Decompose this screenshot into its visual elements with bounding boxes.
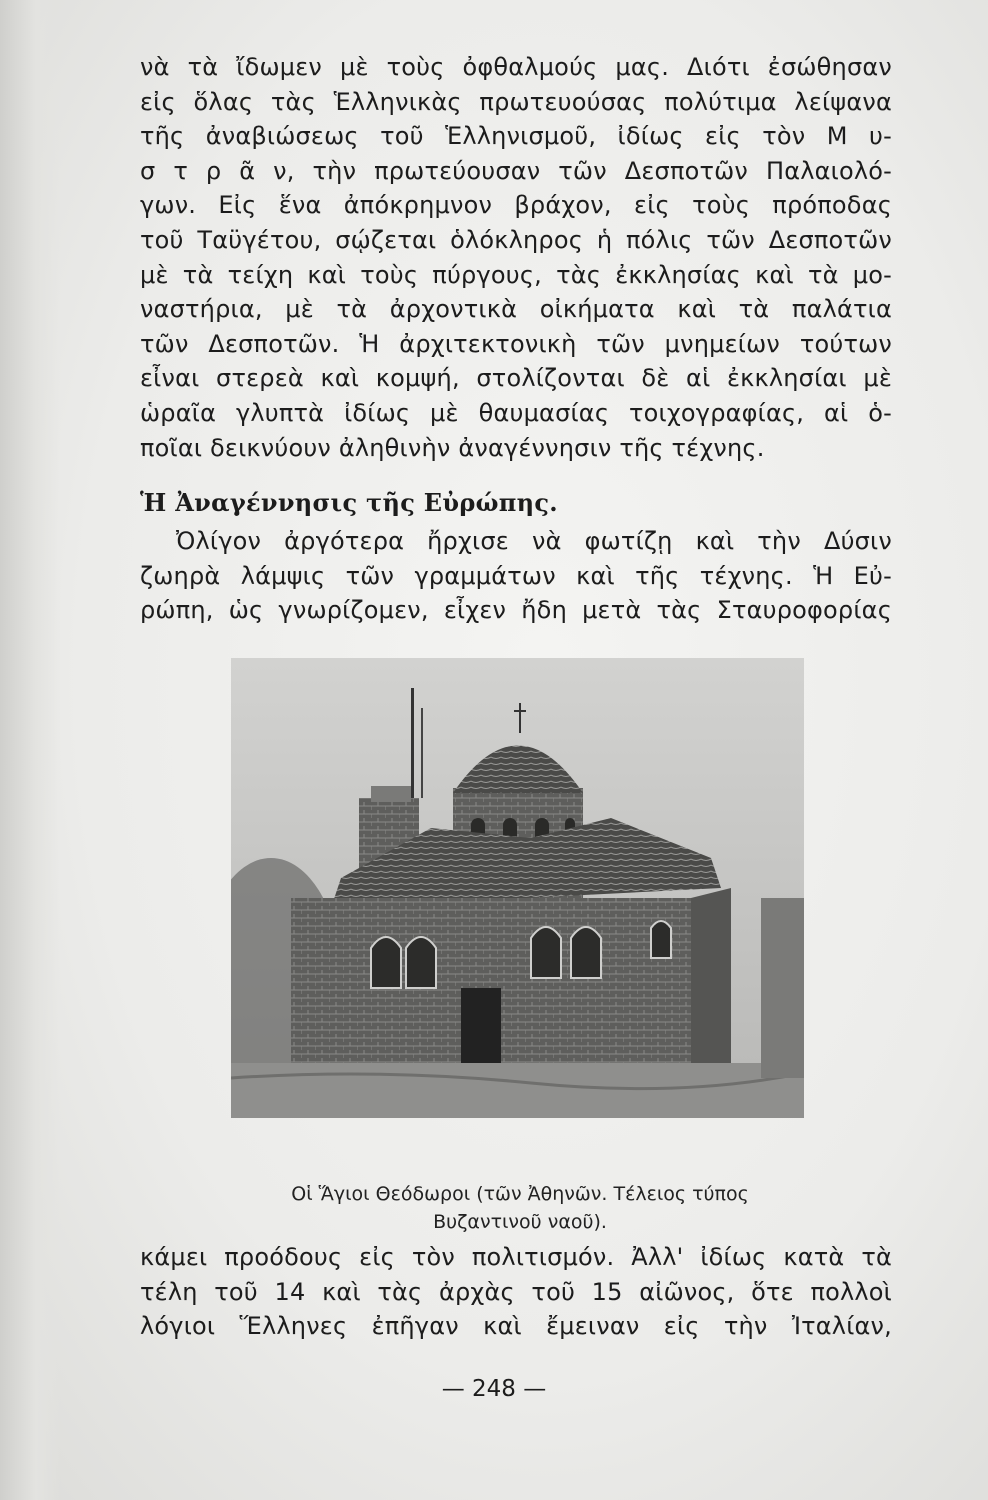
text-line: νὰ τὰ ἴδωμεν μὲ τοὺς ὀφθαλμούς μας. Διότι ἐσώθησαν (140, 53, 892, 81)
caption-line: Βυζαντινοῦ ναοῦ). (433, 1211, 607, 1233)
text-line: τοῦ Ταϋγέτου, σῴζεται ὁλόκληρος ἡ πόλις τῶν Δεσποτῶν (140, 225, 892, 254)
page-number: — 248 — (441, 1376, 547, 1402)
text-line: ποῖαι δεικνύουν ἀληθινὴν ἀναγέννησιν τῆς τέχνης. (140, 433, 765, 462)
text-line: τέλη τοῦ 14 καὶ τὰς ἀρχὰς τοῦ 15 αἰῶνος, ὅτε πολλοὶ (140, 1277, 892, 1306)
church-photograph (231, 658, 804, 1118)
text-line: τῶν Δεσποτῶν. Ἡ ἀρχιτεκτονικὴ τῶν μνημείων τούτων (140, 329, 892, 358)
text-line: ζωηρὰ λάμψις τῶν γραμμάτων καὶ τῆς τέχνης. Ἡ Εὐ- (140, 561, 892, 590)
paragraph-1 (140, 50, 892, 465)
text-line: ρώπη, ὡς γνωρίζομεν, εἶχεν ἤδη μετὰ τὰς Σταυροφορίας (140, 596, 892, 625)
text-line: γων. Εἰς ἕνα ἀπόκρημνον βράχον, εἰς τοὺς πρόποδας (140, 191, 892, 220)
section-heading: Ἡ Ἀναγέννησις τῆς Εὐρώπης. (140, 488, 558, 517)
paragraph-2 (140, 524, 892, 628)
text-line: λόγιοι Ἕλληνες ἐπῆγαν καὶ ἔμειναν εἰς τὴν Ἰταλίαν, (140, 1312, 892, 1341)
text-line: εἰς ὅλας τὰς Ἑλληνικὰς πρωτευούσας πολύτιμα λείψανα (140, 87, 892, 116)
text-line: σ τ ρ ᾶ ν, τὴν πρωτεύουσαν τῶν Δεσποτῶν Παλαιολό- (140, 156, 892, 185)
text-line: μὲ τὰ τείχη καὶ τοὺς πύργους, τὰς ἐκκλησίας καὶ τὰ μο- (140, 260, 892, 289)
text-line: Ὀλίγον ἀργότερα ἤρχισε νὰ φωτίζῃ καὶ τὴν Δύσιν (176, 527, 892, 555)
page-edge (0, 0, 60, 1500)
text-line: ὡραῖα γλυπτὰ ἰδίως μὲ θαυμασίας τοιχογραφίας, αἱ ὁ- (140, 398, 892, 427)
text-line: τῆς ἀναβιώσεως τοῦ Ἑλληνισμοῦ, ἰδίως εἰς τὸν Μ υ- (140, 122, 892, 151)
caption-line: Οἱ Ἅγιοι Θεόδωροι (τῶν Ἀθηνῶν. Τέλειος τύπος (291, 1183, 749, 1205)
text-line: ναστήρια, μὲ τὰ ἀρχοντικὰ οἰκήματα καὶ τὰ παλάτια (140, 295, 892, 324)
paragraph-3 (140, 1240, 892, 1344)
figure-caption (200, 1180, 840, 1236)
text-line: κάμει προόδους εἰς τὸν πολιτισμόν. Ἀλλ' ἰδίως κατὰ τὰ (140, 1243, 892, 1271)
text-line: εἶναι στερεὰ καὶ κομψή, στολίζονται δὲ αἱ ἐκκλησίαι μὲ (140, 364, 892, 393)
